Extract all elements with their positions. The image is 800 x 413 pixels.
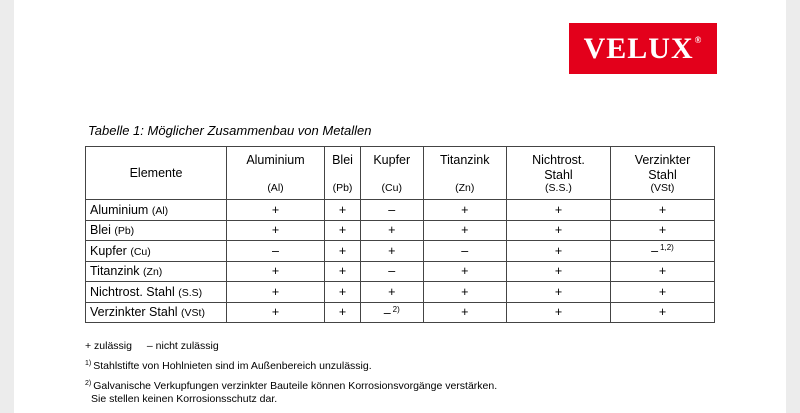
cell-value: + [271, 305, 280, 320]
cell-value: + [554, 264, 563, 279]
header-col [324, 147, 360, 200]
table-cell [361, 241, 423, 262]
footnote-text-cont: Sie stellen keinen Korrosionsschutz dar. [91, 393, 278, 405]
table-cell [423, 220, 506, 241]
legend [85, 340, 497, 353]
cell-value: + [554, 284, 563, 299]
cell-value: – [388, 264, 396, 279]
cell-value: + [658, 223, 667, 238]
row-label [86, 302, 227, 323]
cell-value: + [338, 202, 347, 217]
cell-value: – [651, 244, 659, 259]
table-row [86, 282, 715, 303]
row-label-abbr: (VSt) [181, 307, 205, 320]
table-cell [361, 220, 423, 241]
cell-value: + [338, 243, 347, 258]
cell-value: + [271, 202, 280, 217]
row-label-abbr: (Zn) [143, 266, 163, 279]
row-label [86, 241, 227, 262]
cell-value: + [554, 223, 563, 238]
table-cell [324, 302, 360, 323]
header-col-abbr: (Cu) [381, 182, 402, 194]
footnote-mark: 2) [85, 380, 92, 387]
table-cell [506, 302, 610, 323]
header-col-name: Blei [332, 153, 353, 167]
table-cell [227, 302, 325, 323]
table-row [86, 200, 715, 221]
cell-footnote-mark: 1,2) [660, 243, 674, 253]
table-cell [506, 200, 610, 221]
table-body [86, 200, 715, 323]
cell-value: – [272, 243, 279, 258]
cell-value: + [554, 202, 563, 217]
header-col-abbr: (VSt) [650, 182, 675, 194]
table-cell [227, 220, 325, 241]
table-cell [361, 282, 423, 303]
cell-value: + [554, 305, 563, 320]
cell-value: + [271, 264, 280, 279]
table-cell [610, 302, 714, 323]
cell-footnote-mark: 2) [392, 304, 400, 314]
header-col-name: Nichtrost. Stahl [532, 153, 585, 182]
table-cell [506, 282, 610, 303]
table-cell [423, 241, 506, 262]
header-col-abbr: (Al) [267, 182, 284, 194]
cell-value: + [271, 223, 280, 238]
row-label-abbr: (S.S) [178, 286, 203, 299]
row-label [86, 220, 227, 241]
header-col-abbr: (S.S.) [545, 182, 572, 194]
table-header-row [86, 147, 715, 200]
legend-plus: + zulässig [85, 340, 132, 352]
header-col-name: Titanzink [439, 153, 490, 167]
footnote-text: Galvanische Verkupfungen verzinkter Bauteile können Korrosionsvorgänge verstärken. [93, 380, 498, 392]
table-caption: Tabelle 1: Möglicher Zusammenbau von Metallen [88, 123, 372, 138]
cell-value: + [338, 284, 347, 299]
header-col [361, 147, 423, 200]
table-cell [506, 220, 610, 241]
header-col [610, 147, 714, 200]
metal-compatibility-table [85, 146, 715, 323]
cell-value: – [388, 202, 396, 217]
cell-value: + [388, 223, 396, 238]
header-col-name: Aluminium [246, 153, 305, 167]
cell-value: – [461, 243, 469, 258]
header-col [227, 147, 325, 200]
logo-wordmark: VELUX® [583, 31, 703, 65]
row-label-abbr: (Pb) [114, 225, 135, 238]
table-cell [324, 241, 360, 262]
table-cell [361, 302, 423, 323]
footnotes [85, 340, 497, 410]
header-col-name: Kupfer [373, 153, 411, 167]
header-col-name: Verzinkter Stahl [634, 153, 691, 182]
cell-value: + [388, 284, 396, 299]
footnote-mark: 1) [85, 360, 92, 367]
table-cell [610, 241, 714, 262]
row-label-name: Nichtrost. Stahl [90, 284, 175, 299]
row-label-abbr: (Cu) [130, 245, 151, 258]
velux-logo [569, 23, 717, 74]
header-col [423, 147, 506, 200]
cell-value: + [271, 284, 280, 299]
row-label-name: Verzinkter Stahl [90, 305, 178, 320]
row-label [86, 282, 227, 303]
table-cell [423, 261, 506, 282]
table-cell [610, 282, 714, 303]
cell-value: + [461, 284, 469, 299]
table-cell [324, 261, 360, 282]
cell-value: + [461, 305, 469, 320]
table-cell [610, 261, 714, 282]
table-row [86, 241, 715, 262]
table-row [86, 302, 715, 323]
table-cell [227, 241, 325, 262]
footnote-text: Stahlstifte von Hohlnieten sind im Außenbereich unzulässig. [93, 360, 372, 372]
cell-value: + [338, 305, 347, 320]
row-label-name: Titanzink [90, 264, 140, 279]
cell-value: + [554, 243, 563, 258]
cell-value: + [461, 202, 469, 217]
cell-value: + [338, 264, 347, 279]
table-cell [324, 200, 360, 221]
table-row [86, 220, 715, 241]
cell-value: + [338, 223, 347, 238]
table-cell [324, 220, 360, 241]
footnote-1 [85, 357, 497, 373]
header-elemente: Elemente [86, 147, 227, 200]
legend-minus: – nicht zulässig [146, 340, 219, 352]
table-cell [610, 200, 714, 221]
row-label [86, 200, 227, 221]
table-cell [227, 261, 325, 282]
table-cell [227, 200, 325, 221]
table-cell [506, 261, 610, 282]
table-cell [506, 241, 610, 262]
table-cell [361, 261, 423, 282]
cell-value: + [461, 223, 469, 238]
cell-value: + [658, 264, 667, 279]
cell-value: – [383, 305, 391, 320]
header-col-abbr: (Zn) [455, 182, 475, 194]
table-cell [324, 282, 360, 303]
table-cell [423, 302, 506, 323]
table-cell [227, 282, 325, 303]
table-row [86, 261, 715, 282]
table-cell [361, 200, 423, 221]
row-label [86, 261, 227, 282]
cell-value: + [388, 243, 396, 258]
row-label-name: Aluminium [90, 202, 149, 217]
table-cell [423, 200, 506, 221]
row-label-abbr: (Al) [151, 204, 169, 217]
table-cell [610, 220, 714, 241]
cell-value: + [658, 284, 667, 299]
header-col-abbr: (Pb) [332, 182, 353, 194]
cell-value: + [658, 305, 667, 320]
cell-value: + [461, 264, 469, 279]
cell-value: + [658, 202, 667, 217]
row-label-name: Blei [90, 223, 111, 238]
row-label-name: Kupfer [90, 243, 127, 258]
footnote-2 [85, 377, 497, 406]
table-cell [423, 282, 506, 303]
header-col [506, 147, 610, 200]
document-page [14, 0, 786, 413]
